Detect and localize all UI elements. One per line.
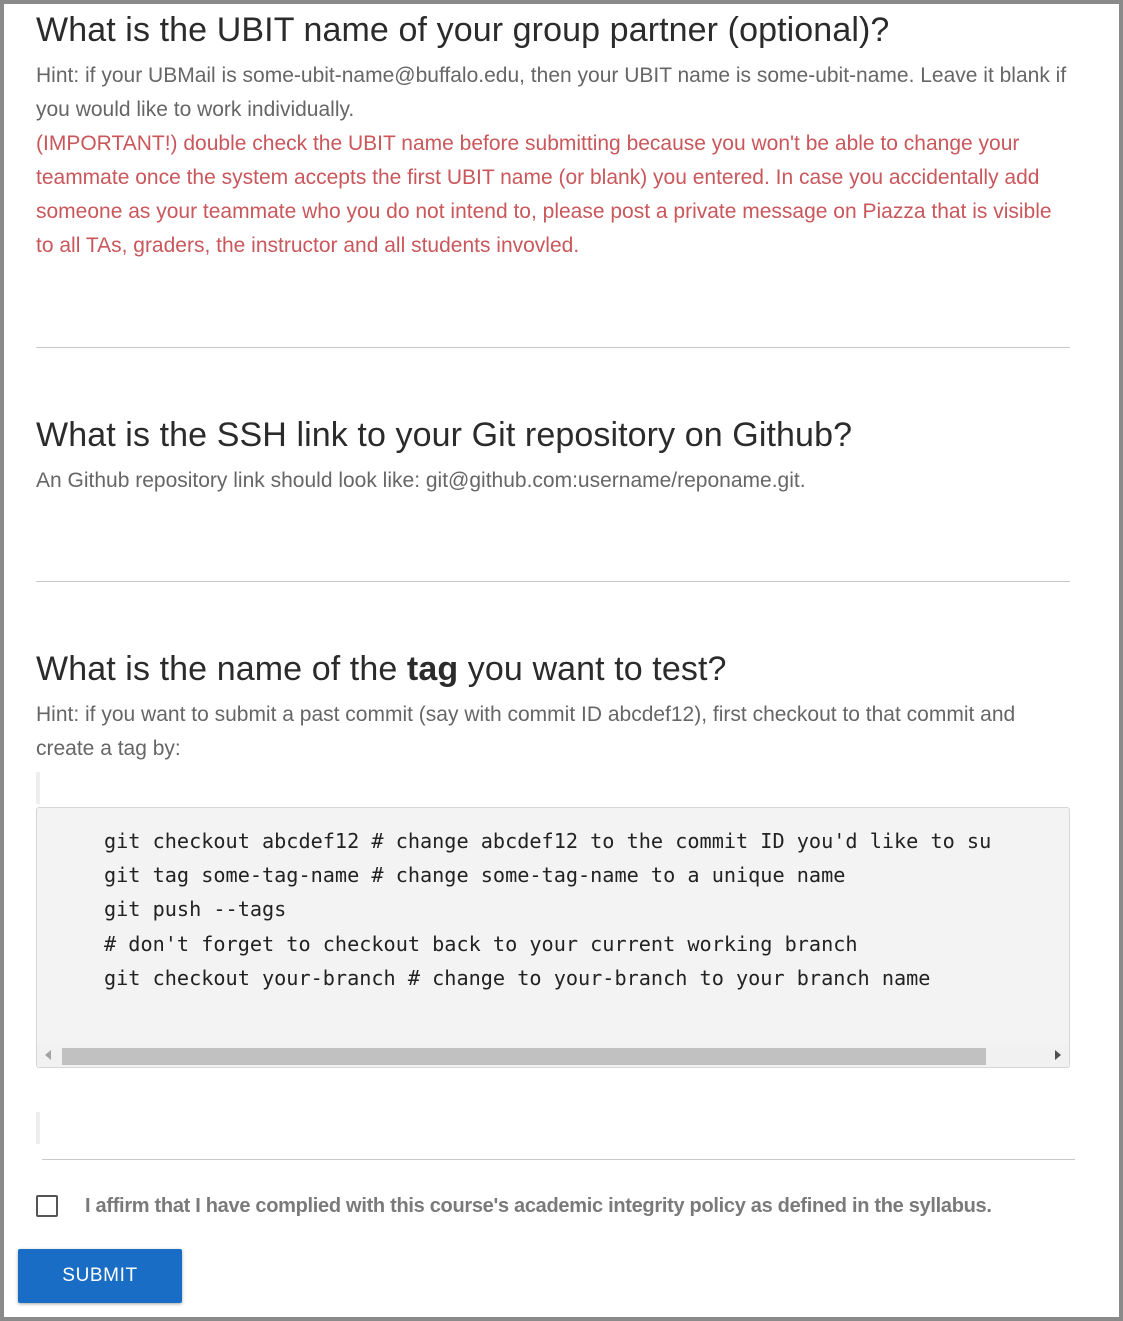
question-repo [36, 415, 1070, 498]
question-hint: Hint: if your UBMail is some-ubit-name@buffalo.edu, then your UBIT name is some-ubit-name. Leave it blank if you would like to work individually. [36, 64, 1067, 121]
tag-name-input[interactable] [42, 1119, 1075, 1160]
question-title: What is the SSH link to your Git repository on Github? [36, 416, 853, 454]
form-container [4, 4, 1119, 1317]
scroll-right-icon[interactable] [1055, 1050, 1061, 1060]
question-hint: An Github repository link should look like: git@github.com:username/reponame.git. [36, 469, 806, 492]
question-partner [36, 10, 1070, 263]
submit-button[interactable]: SUBMIT [18, 1249, 182, 1303]
code-text: git checkout abcdef12 # change abcdef12 to the commit ID you'd like to su git tag some-tag-name # change some-tag-name to a unique name git push --tags # don't forget to checkout back to your current working branch git checkout your-branch # change to your-branch to your branch name [104, 829, 992, 990]
question-title: What is the name of the tag you want to test? [36, 650, 727, 688]
repo-link-input[interactable] [36, 541, 1070, 582]
editor-stub [36, 772, 40, 804]
affirm-checkbox[interactable] [36, 1195, 58, 1217]
question-tag [36, 649, 1070, 766]
editor-stub [36, 1112, 40, 1144]
affirm-row[interactable] [36, 1190, 992, 1222]
code-block[interactable] [36, 807, 1070, 1068]
affirm-label[interactable]: I affirm that I have complied with this course's academic integrity policy as defined in the syllabus. [85, 1194, 992, 1217]
horizontal-scrollbar[interactable] [37, 1045, 1069, 1067]
warning-text: (IMPORTANT!) double check the UBIT name before submitting because you won't be able to change your teammate once the system accepts the first UBIT name (or blank) you entered. In case you accidentally add someone as your teammate who you do not intend to, please post a private message on Piazza that is visible to all TAs, graders, the instructor and all students invovled. [36, 132, 1052, 257]
partner-ubit-input[interactable] [36, 307, 1070, 348]
scrollbar-thumb[interactable] [62, 1048, 986, 1065]
question-title: What is the UBIT name of your group partner (optional)? [36, 11, 890, 49]
question-hint: Hint: if you want to submit a past commit (say with commit ID abcdef12), first checkout to that commit and create a tag by: [36, 703, 1016, 760]
scroll-left-icon[interactable] [45, 1050, 51, 1060]
tag-keyword: tag [406, 650, 459, 688]
